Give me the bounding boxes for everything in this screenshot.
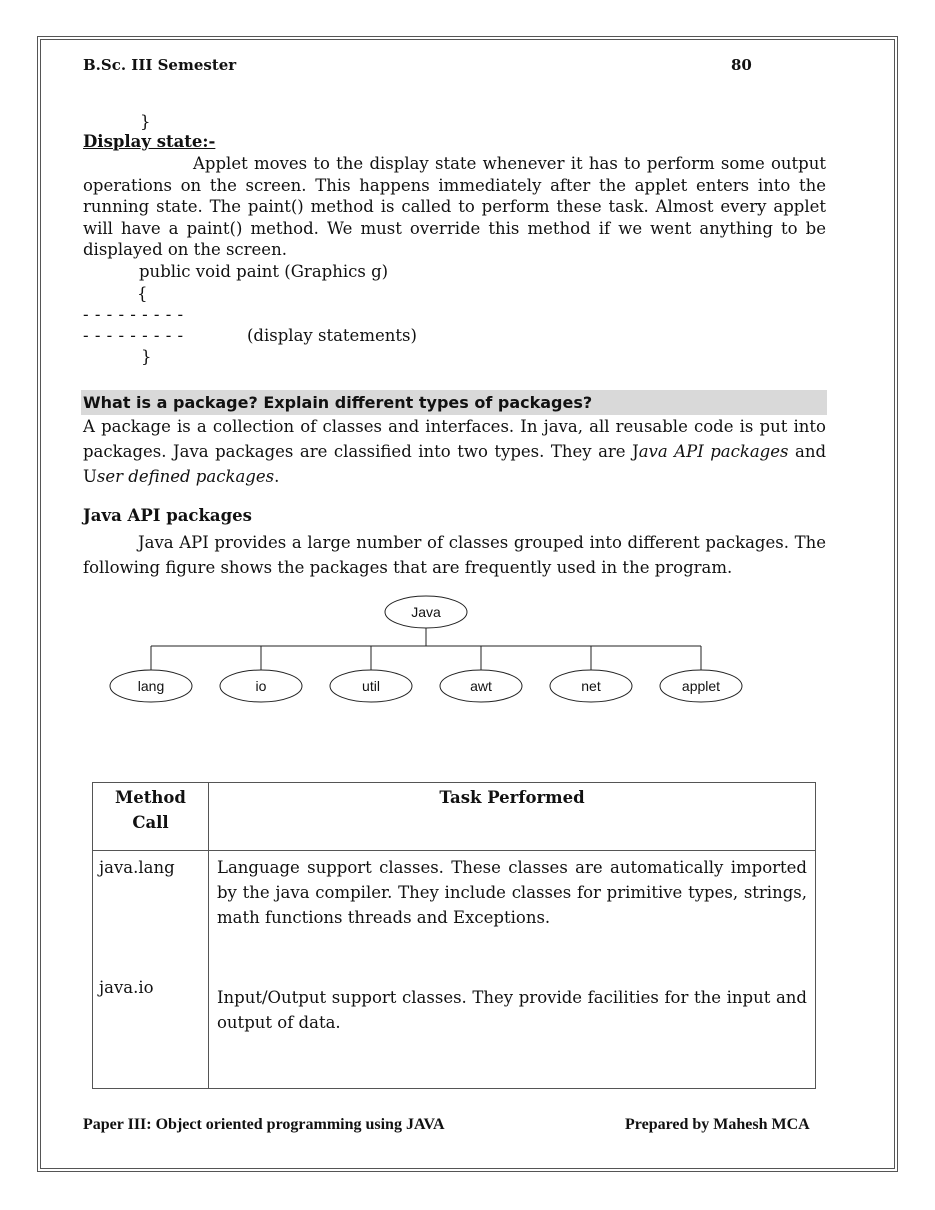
- code-signature: public void paint (Graphics g): [139, 262, 389, 281]
- code-open-brace: {: [137, 284, 148, 303]
- display-state-heading: Display state:-: [83, 132, 216, 151]
- task-java-io: Input/Output support classes. They provide facilities for the input and output of data.: [217, 988, 807, 1032]
- intro-text-3: .: [274, 467, 280, 486]
- table-body-tasks: [209, 851, 816, 1089]
- node-label-net: net: [581, 678, 601, 694]
- header-semester: B.Sc. III Semester: [83, 56, 237, 74]
- task-java-lang: Language support classes. These classes are automatically imported by the java compiler. They include classes for primitive types, strings, math functions threads and Exceptions.: [217, 858, 807, 927]
- footer-author: Prepared by Mahesh MCA: [625, 1116, 810, 1133]
- node-label-util: util: [362, 678, 380, 694]
- page-number: 80: [731, 56, 752, 74]
- api-paragraph: Java API provides a large number of classes grouped into different packages. The following figure shows the packages that are frequently used in the program.: [83, 533, 826, 577]
- package-table: [92, 782, 816, 1089]
- code-close-brace: }: [141, 347, 152, 366]
- intro-text-2: and U: [83, 442, 827, 486]
- intro-italic-1: ava API packages: [638, 442, 789, 461]
- code-dashes-1: - - - - - - - - -: [83, 305, 184, 324]
- display-state-paragraph: Applet moves to the display state whenever it has to perform some output operations on the screen. This happens immediately after the applet enters into the running state. The paint() method is called to perform these task. Almost every applet will have a paint() method. We must override this method if we went anything to be displayed on the screen.: [83, 154, 826, 259]
- table-body-methods: [93, 851, 209, 1089]
- node-label-io: io: [255, 678, 267, 694]
- table-header-row: [93, 783, 816, 851]
- question-heading: What is a package? Explain different types of packages?: [83, 393, 593, 412]
- node-label-lang: lang: [137, 678, 165, 694]
- code-comment: (display statements): [247, 326, 417, 345]
- api-heading: Java API packages: [83, 506, 252, 525]
- method-java-lang: java.lang: [99, 858, 175, 877]
- node-label-applet: applet: [681, 678, 721, 694]
- method-java-io: java.io: [99, 978, 154, 997]
- node-label-java: Java: [411, 604, 441, 620]
- intro-italic-2: ser defined packages: [96, 467, 275, 486]
- package-tree: [110, 596, 742, 702]
- header-method-call: Method Call: [93, 783, 209, 851]
- intro-text-1: A package is a collection of classes and interfaces. In java, all reusable code is put into packages. Java packages are classified into two types. They are J: [83, 417, 826, 461]
- code-dashes-2: - - - - - - - - -: [83, 326, 184, 345]
- code-close-brace-top: }: [140, 112, 151, 131]
- header-task-performed: Task Performed: [209, 783, 816, 851]
- table-row: [93, 851, 816, 1089]
- footer-paper-title: Paper III: Object oriented programming using JAVA: [83, 1116, 445, 1133]
- node-label-awt: awt: [470, 678, 492, 694]
